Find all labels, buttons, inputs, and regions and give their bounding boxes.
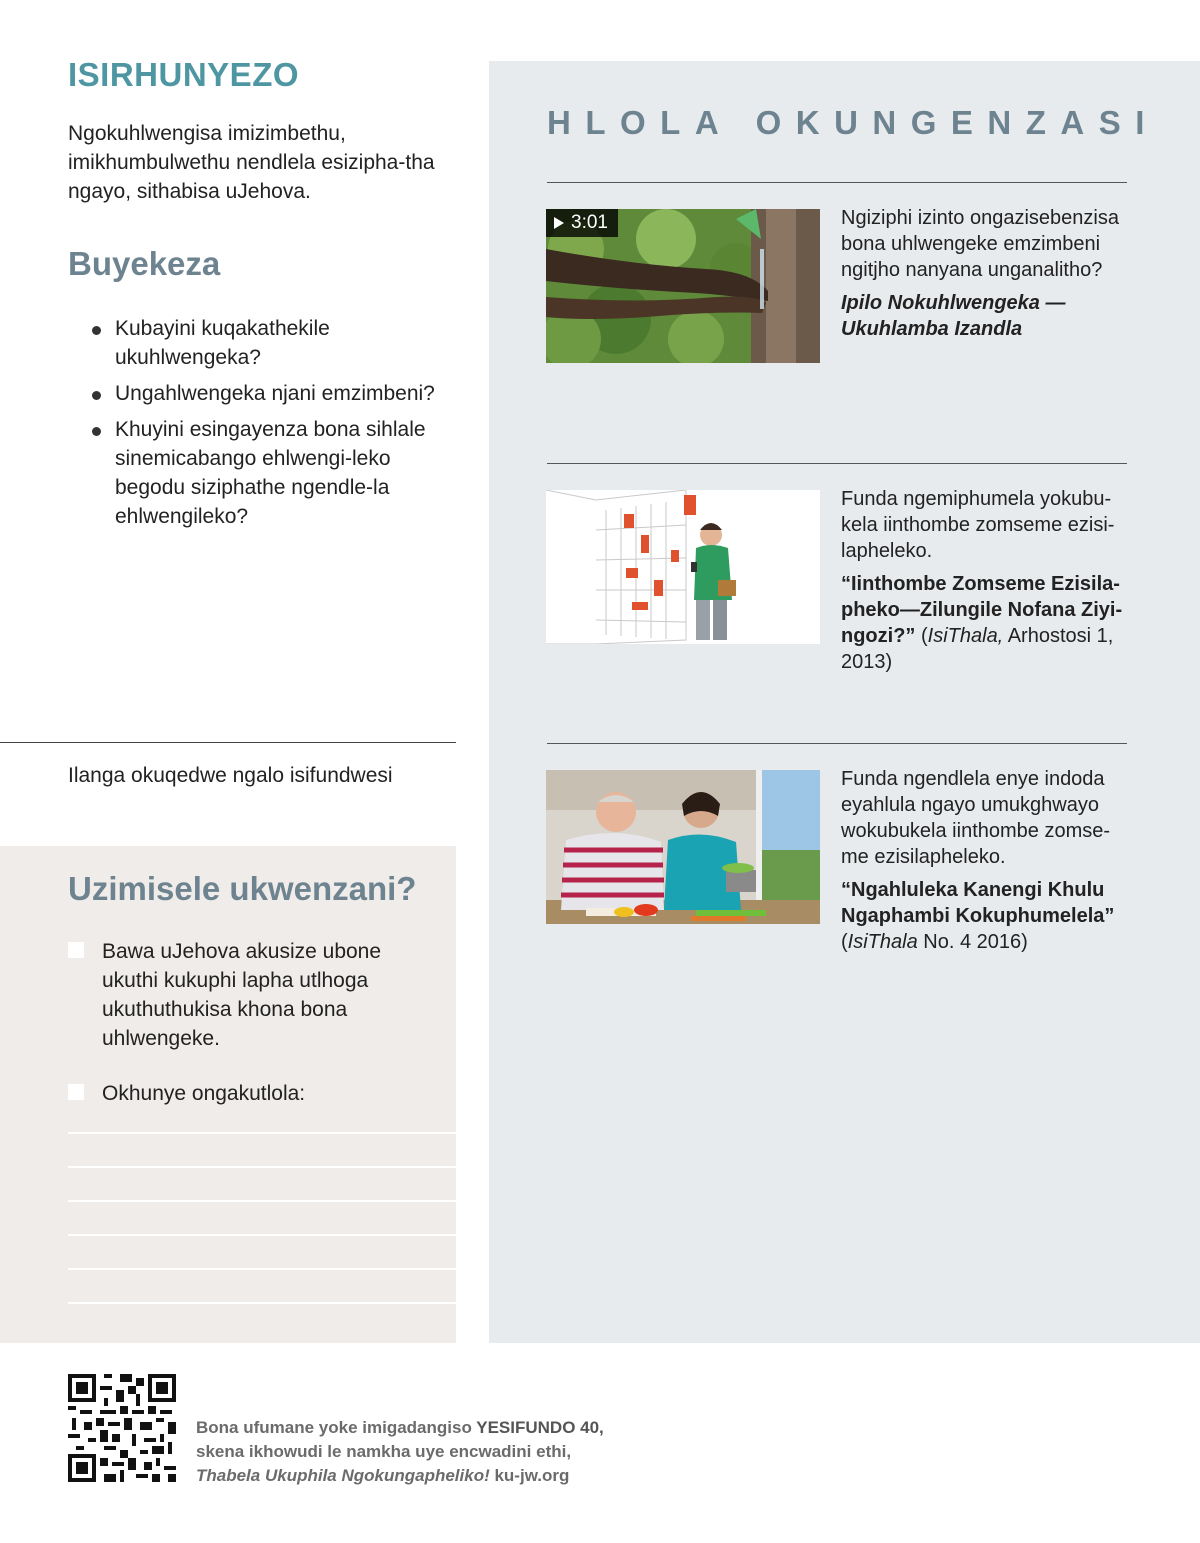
review-title: Buyekeza bbox=[68, 245, 221, 282]
publication-name: IsiThala bbox=[847, 931, 918, 953]
kitchen-couple-image bbox=[546, 770, 820, 924]
footer-lesson-number: YESIFUNDO 40, bbox=[476, 1418, 604, 1437]
writing-line[interactable] bbox=[68, 1132, 456, 1134]
explore-item-reference bbox=[841, 573, 1122, 673]
goal-text: Okhunye ongakutlola: bbox=[102, 1082, 306, 1105]
checkbox-icon[interactable] bbox=[68, 1084, 84, 1100]
goal-text: Bawa uJehova akusize ubone ukuthi kukuphi lapha utlhoga ukuthuthukisa khona bona uhlwengeke. bbox=[102, 940, 382, 1050]
review-question-text: Khuyini esingayenza bona sihlale sinemicabango ehlwengi-leko begodu siziphathe ngendle-la ehlwengileko? bbox=[115, 418, 426, 528]
summary-title: ISIRHUNYEZO bbox=[68, 56, 300, 93]
summary-text: Ngokuhlwengisa imizimbethu, imikhumbulwethu nendlela esizipha-tha ngayo, sithabisa uJehova. bbox=[68, 122, 435, 203]
goals-title: Uzimisele ukwenzani? bbox=[68, 870, 417, 907]
explore-item-link[interactable]: Ipilo Nokuhlwengeka —Ukuhlamba Izandla bbox=[841, 292, 1066, 340]
review-question bbox=[92, 314, 452, 372]
writing-line[interactable] bbox=[68, 1234, 456, 1236]
explore-title: HLOLA OKUNGENZASI bbox=[547, 104, 1159, 141]
explore-item-description: Ngiziphi izinto ongazisebenzisa bona uhlwengeke emzimbeni ngitjho nanyana unganalitho? bbox=[841, 207, 1119, 281]
bullet-icon bbox=[92, 427, 101, 436]
explore-divider bbox=[547, 182, 1127, 183]
video-duration-badge[interactable] bbox=[546, 209, 618, 237]
explore-item-text bbox=[841, 486, 1126, 675]
date-divider bbox=[0, 742, 456, 743]
explore-item-reference bbox=[841, 879, 1114, 953]
ref-paren: ( bbox=[915, 625, 928, 647]
review-question bbox=[92, 415, 452, 531]
explore-item-text bbox=[841, 205, 1126, 342]
ref-paren: ( bbox=[841, 931, 848, 953]
footer-text bbox=[196, 1416, 716, 1488]
writing-line[interactable] bbox=[68, 1268, 456, 1270]
footer-book-title: Thabela Ukuphila Ngokungapheliko! bbox=[196, 1466, 490, 1485]
qr-code-icon[interactable] bbox=[68, 1374, 176, 1482]
publication-issue: Arhostosi 1, 2013) bbox=[841, 625, 1114, 673]
review-question-text: Ungahlwengeka njani emzimbeni? bbox=[115, 382, 435, 405]
completion-date-label: Ilanga okuqedwe ngalo isifundwesi bbox=[68, 764, 393, 787]
goal-item bbox=[68, 937, 418, 1053]
goal-item bbox=[68, 1079, 418, 1108]
publication-name: IsiThala, bbox=[927, 625, 1004, 647]
kitchen-couple-article-thumbnail[interactable] bbox=[546, 770, 820, 924]
explore-item-text bbox=[841, 766, 1126, 955]
handwashing-video-thumbnail[interactable] bbox=[546, 209, 820, 363]
footer-site-link[interactable]: ku-jw.org bbox=[489, 1466, 570, 1485]
man-with-phone-image bbox=[546, 490, 820, 644]
writing-line[interactable] bbox=[68, 1302, 456, 1304]
explore-item-description: Funda ngemiphumela yokubu-kela iinthombe zomseme ezisi-lapheleko. bbox=[841, 488, 1115, 562]
publication-issue: No. 4 2016) bbox=[917, 931, 1028, 953]
video-duration: 3:01 bbox=[571, 212, 608, 233]
explore-divider bbox=[547, 463, 1127, 464]
footer-line2: skena ikhowudi le namkha uye encwadini ethi, bbox=[196, 1442, 572, 1461]
footer-line1-prefix: Bona ufumane yoke imigadangiso bbox=[196, 1418, 477, 1437]
explore-item-description: Funda ngendlela enye indoda eyahlula ngayo umukghwayo wokubukela iinthombe zomse-me ezisilapheleko. bbox=[841, 768, 1111, 868]
play-icon bbox=[554, 217, 564, 229]
writing-line[interactable] bbox=[68, 1200, 456, 1202]
explore-item-link[interactable]: “Ngahluleka Kanengi Khulu Ngaphambi Kokuphumelela” bbox=[841, 879, 1115, 927]
review-question bbox=[92, 379, 452, 408]
review-question-text: Kubayini kuqakathekile ukuhlwengeka? bbox=[115, 317, 330, 369]
review-questions-list bbox=[92, 314, 452, 538]
bullet-icon bbox=[92, 326, 101, 335]
explore-item-link[interactable]: “Iinthombe Zomseme Ezisila-pheko—Zilungile Nofana Ziyi-ngozi?” bbox=[841, 573, 1123, 647]
writing-line[interactable] bbox=[68, 1166, 456, 1168]
pornography-article-thumbnail[interactable] bbox=[546, 490, 820, 644]
checkbox-icon[interactable] bbox=[68, 942, 84, 958]
explore-divider bbox=[547, 743, 1127, 744]
bullet-icon bbox=[92, 391, 101, 400]
